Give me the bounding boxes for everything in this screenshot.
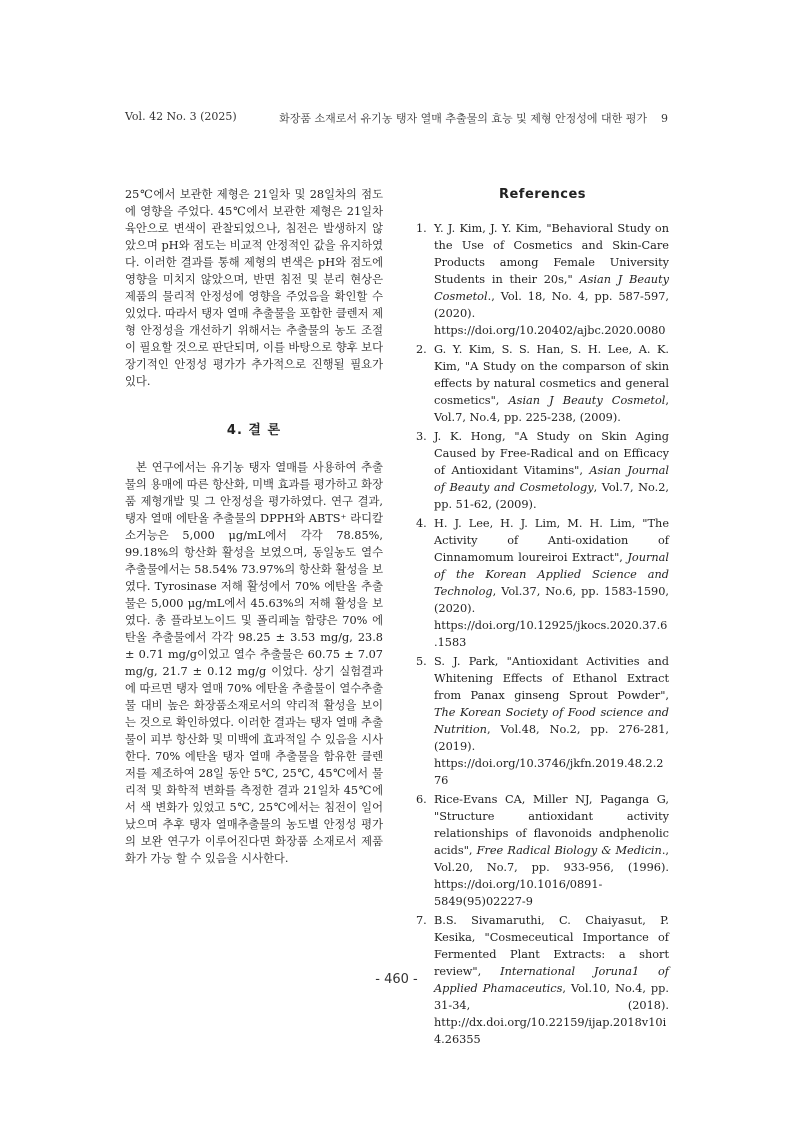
section-title-conclusion: 4. 결 론: [226, 423, 282, 438]
left-column: [125, 186, 383, 867]
reference-number: 4.: [416, 517, 427, 530]
reference-details: ., Vol.20, No.7, pp. 933-956, (1996). https://doi.org/10.1016/0891-5849(95)02227-9: [434, 844, 669, 908]
reference-details: , Vol.7, No.4, pp. 225-238, (2009).: [434, 394, 669, 424]
reference-item: [416, 515, 669, 651]
reference-details: , Vol.48, No.2, pp. 276-281, (2019). https://doi.org/10.3746/jkfn.2019.48.2.276: [434, 723, 669, 787]
reference-text: Rice-Evans CA, Miller NJ, Paganga G, "Structure antioxidant activity relationships of flavonoids andphenolic acids",: [434, 793, 669, 857]
reference-journal: Asian J Beauty Cosmetol: [508, 394, 666, 407]
running-title-text: 화장품 소재로서 유기농 탱자 열매 추출물의 효능 및 제형 안정성에 대한 평가: [279, 112, 647, 125]
reference-item: [416, 653, 669, 789]
reference-item: [416, 341, 669, 426]
references-title: References: [498, 187, 587, 202]
reference-list: [416, 220, 669, 1048]
running-header: [125, 110, 668, 128]
reference-journal: Asian J Beauty Cosmetol: [434, 273, 670, 303]
reference-text: B.S. Sivamaruthi, C. Chaiyasut, P. Kesika, "Cosmeceutical Importance of Fermented Plant Extracts: a short review",: [434, 914, 669, 978]
reference-text: H. J. Lee, H. J. Lim, M. H. Lim, "The Activity of Anti-oxidation of Cinnamomum loureiroi Extract",: [434, 517, 669, 564]
page-footer-number: - 460 -: [375, 972, 418, 987]
stability-paragraph: 25℃에서 보관한 제형은 21일차 및 28일차의 점도에 영향을 주었다. 45℃에서 보관한 제형은 21일차 육안으로 변색이 관찰되었으나, 침전은 발생하지 않았으며 pH와 점도는 비교적 안정적인 값을 유지하였다. 이러한 결과를 통해 제형의 변색은 pH와 점도에 영향을 미치지 않았으며, 반면 침전 및 분리 현상은 제품의 물리적 안정성에 영향을 주었음을 확인할 수 있었다. 따라서 탱자 열매 추출물을 포함한 클렌저 제형 안정성을 개선하기 위해서는 추출물의 농도 조절이 필요할 것으로 판단되며, 이를 바탕으로 향후 보다 장기적인 안정성 평가가 추가적으로 진행될 필요가 있다.: [125, 188, 383, 388]
reference-item: [416, 428, 669, 513]
reference-journal: Free Radical Biology & Medicin: [476, 844, 662, 857]
reference-details: , Vol.7, No.2, pp. 51-62, (2009).: [434, 481, 669, 511]
reference-journal: International Joruna1 of Applied Phamaceutics: [434, 965, 669, 995]
reference-journal: Asian Journal of Beauty and Cosmetology: [434, 464, 669, 494]
reference-text: J. K. Hong, "A Study on Skin Aging Caused by Free-Radical and on Efficacy of Antioxidant Vitamins",: [434, 430, 669, 477]
reference-item: [416, 791, 669, 910]
reference-number: 1.: [416, 222, 427, 235]
running-title: [279, 110, 668, 126]
reference-number: 6.: [416, 793, 427, 806]
right-column: [416, 186, 669, 1050]
reference-details: , Vol.10, No.4, pp. 31-34, (2018). http://dx.doi.org/10.22159/ijap.2018v10i4.26355: [434, 982, 669, 1046]
header-page-number: 9: [661, 112, 668, 125]
reference-number: 2.: [416, 343, 427, 356]
reference-text: G. Y. Kim, S. S. Han, S. H. Lee, A. K. Kim, "A Study on the comparson of skin effects by natural cosmetics and general cosmetics",: [434, 343, 669, 407]
reference-details: , Vol.37, No.6, pp. 1583-1590, (2020). https://doi.org/10.12925/jkocs.2020.37.6.1583: [434, 585, 669, 649]
reference-text: S. J. Park, "Antioxidant Activities and Whitening Effects of Ethanol Extract from Panax ginseng Sprout Powder",: [434, 655, 669, 702]
reference-number: 3.: [416, 430, 427, 443]
reference-text: Y. J. Kim, J. Y. Kim, "Behavioral Study on the Use of Cosmetics and Skin-Care Products among Female University Students in their 20s,": [434, 222, 669, 286]
conclusion-paragraph: 본 연구에서는 유기농 탱자 열매를 사용하여 추출물의 용매에 따른 항산화, 미백 효과를 평가하고 화장품 제형개발 및 그 안정성을 평가하였다. 연구 결과, 탱자 열매 에탄올 추출물의 DPPH와 ABTS⁺ 라디칼 소거능은 5,000 μg/mL에서 각각 78.85%, 99.18%의 항산화 활성을 보였으며, 동일농도 열수 추출물에서는 58.54% 73.97%의 항산화 활성을 보였다. Tyrosinase 저해 활성에서 70% 에탄올 추출물은 5,000 μg/mL에서 45.63%의 저해 활성을 보였다. 총 플라보노이드 및 폴리페놀 함량은 70% 에탄올 추출물에서 각각 98.25 ± 3.53 mg/g, 23.8 ± 0.71 mg/g이었고 열수 추출물은 60.75 ± 7.07 mg/g, 21.7 ± 0.12 mg/g 이었다. 상기 실험결과에 따르면 탱자 열매 70% 에탄올 추출물이 열수추출물 대비 높은 화장품소재로서의 약리적 활성을 보이는 것으로 확인하였다. 이러한 결과는 탱자 열매 추출물이 피부 항산화 및 미백에 효과적일 수 있음을 시사한다. 70% 에탄올 탱자 열매 추출물을 함유한 클렌저를 제조하여 28일 동안 5℃, 25℃, 45℃에서 물리적 및 화학적 변화를 측정한 결과 21일차 45℃에서 색 변화가 있었고 5℃, 25℃에서는 침전이 일어났으며 추후 탱자 열매추출물의 농도별 안정성 평가의 보완 연구가 이루어진다면 화장품 소재로서 제품화가 가능 할 수 있음을 시사한다.: [125, 461, 383, 865]
reference-number: 5.: [416, 655, 427, 668]
reference-number: 7.: [416, 914, 427, 927]
reference-journal: Journal of the Korean Applied Science and Technolog: [434, 551, 669, 598]
reference-journal: The Korean Society of Food science and Nutrition: [434, 706, 669, 736]
reference-item: [416, 220, 669, 339]
reference-details: ., Vol. 18, No. 4, pp. 587-597, (2020). https://doi.org/10.20402/ajbc.2020.0080: [434, 290, 669, 337]
journal-volume: Vol. 42 No. 3 (2025): [125, 110, 237, 123]
